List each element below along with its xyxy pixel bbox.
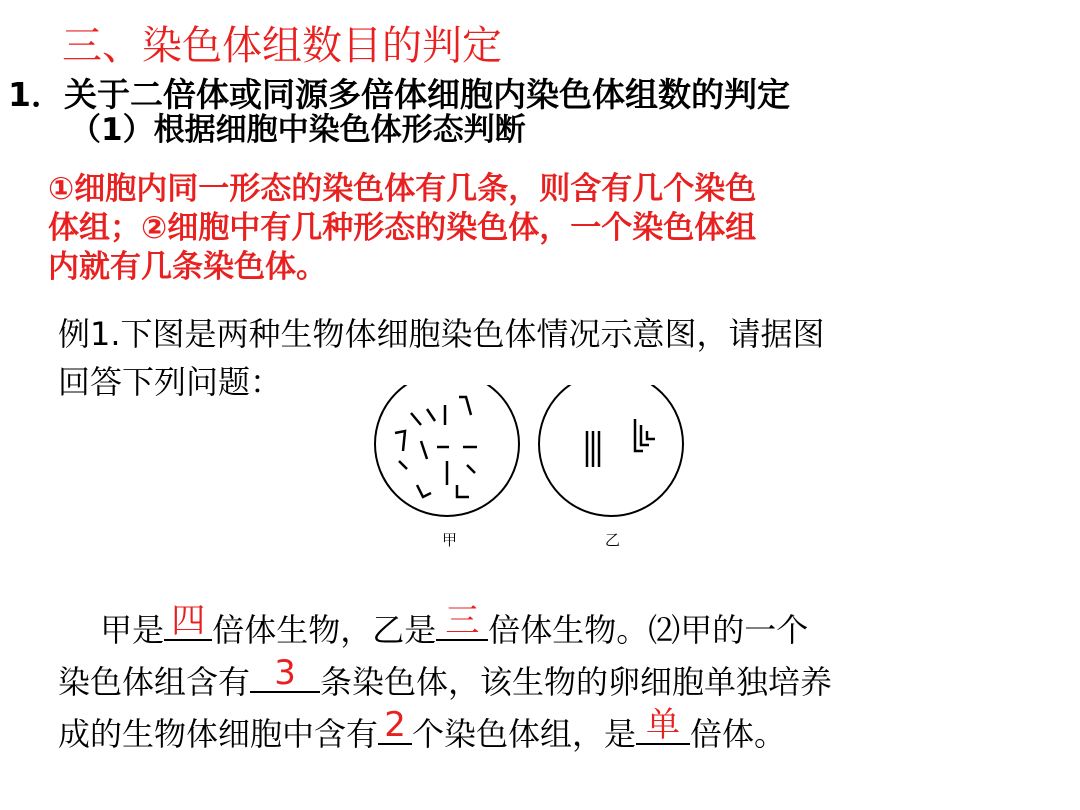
label-jia: 甲 — [442, 531, 458, 549]
cell-jia-outline — [375, 385, 519, 516]
cell-yi-chromosomes — [587, 419, 655, 467]
example-line-2: 回答下列问题： — [58, 363, 283, 401]
cell-jia-chromosomes — [395, 397, 477, 497]
page-title: 三、染色体组数目的判定 — [62, 23, 502, 69]
answer-blank-5[interactable]: 单 — [636, 711, 690, 745]
label-yi: 乙 — [605, 531, 621, 549]
answer-line-3: 成的生物体细胞中含有 2 个染色体组，是 单 倍体。 — [58, 705, 787, 753]
answer-blank-2[interactable]: 三 — [436, 607, 488, 641]
rule-text — [48, 170, 1048, 287]
cell-yi-outline — [539, 385, 683, 516]
answer-blank-1[interactable]: 四 — [164, 607, 212, 641]
rule-line-1: ①细胞内同一形态的染色体有几条，则含有几个染色 — [48, 171, 757, 207]
answer-block — [58, 601, 833, 760]
section-heading: 1．关于二倍体或同源多倍体细胞内染色体组数的判定 — [8, 75, 790, 114]
subsection-heading: （1）根据细胞中染色体形态判断 — [70, 112, 526, 148]
answer-blank-4[interactable]: 2 — [378, 711, 412, 745]
chromosome-diagram — [365, 385, 695, 555]
answer-line-1: 甲是 四 倍体生物，乙是 三 倍体生物。⑵甲的一个 — [100, 601, 809, 649]
answer-blank-3[interactable]: 3 — [250, 659, 320, 693]
rule-line-2: 体组；②细胞中有几种形态的染色体，一个染色体组 — [48, 210, 757, 246]
rule-line-3: 内就有几条染色体。 — [48, 249, 327, 285]
example-line-1: 例1.下图是两种生物体细胞染色体情况示意图，请据图 — [58, 315, 825, 353]
answer-line-2: 染色体组含有 3 条染色体，该生物的卵细胞单独培养 — [58, 653, 833, 701]
